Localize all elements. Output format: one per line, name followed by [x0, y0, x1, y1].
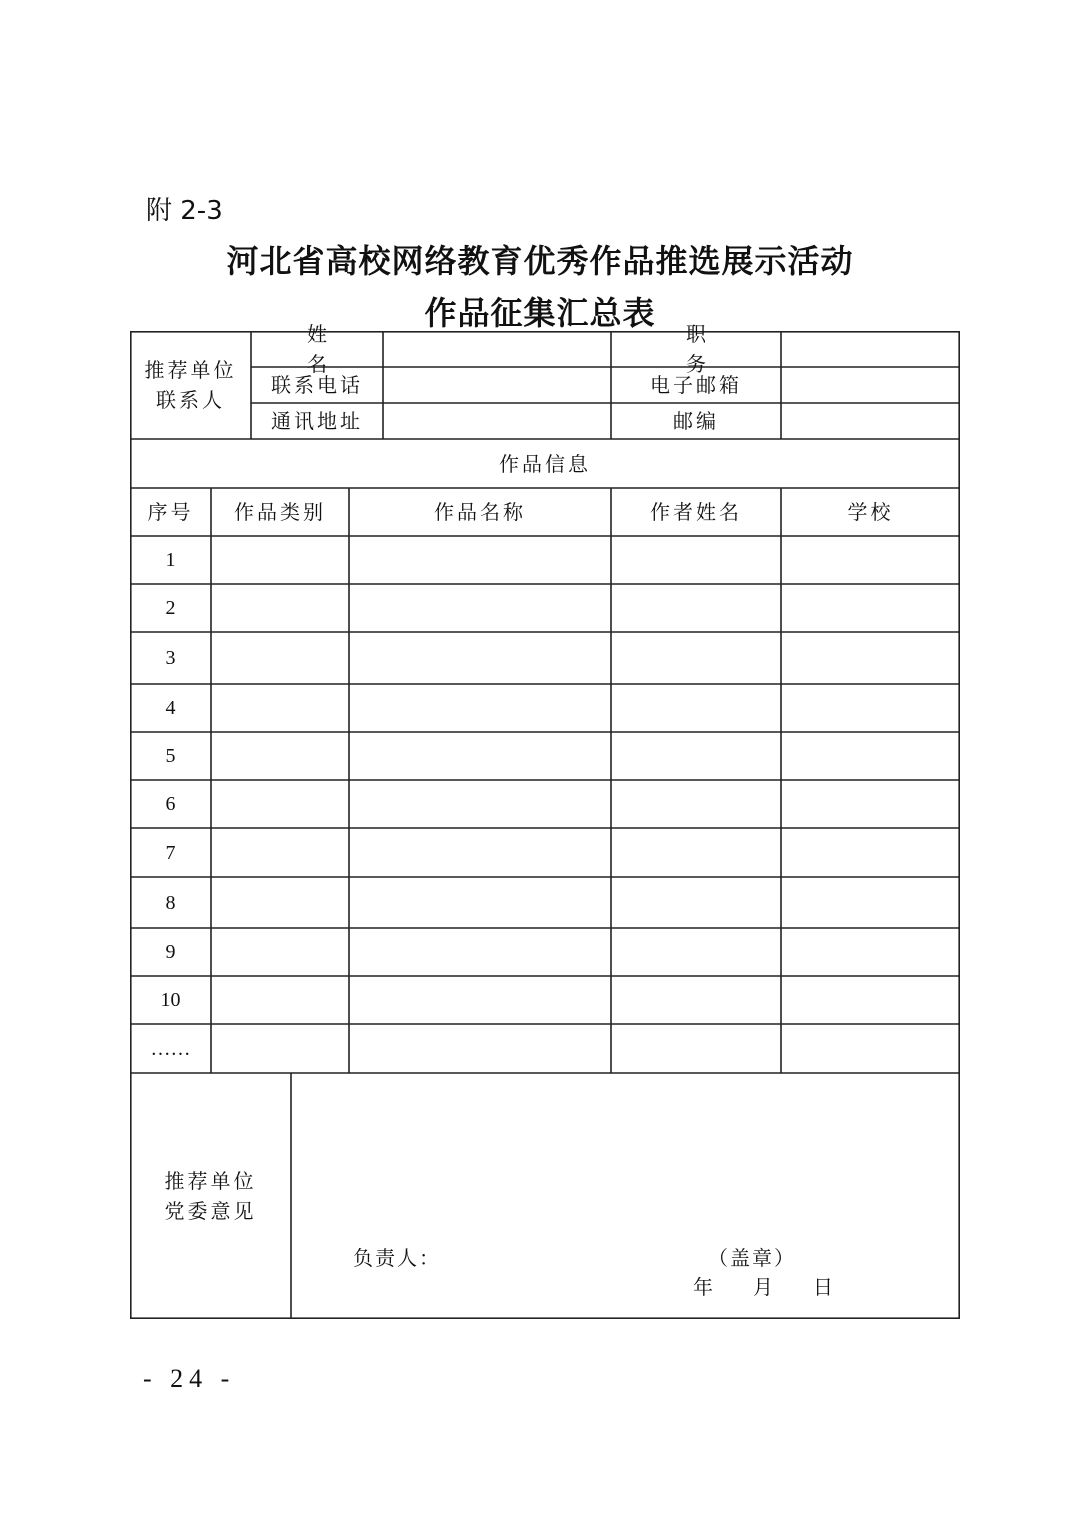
email-field[interactable] — [781, 367, 960, 403]
row-index: 2 — [165, 597, 176, 619]
form-title-line-1: 河北省高校网络教育优秀作品推选展示活动 — [226, 242, 854, 280]
page-number: - 24 - — [143, 1364, 236, 1393]
responsible-person-label: 负责人： — [353, 1246, 441, 1270]
row-index: 9 — [165, 941, 176, 963]
row-index: 1 — [165, 549, 176, 571]
form-title-line-2: 作品征集汇总表 — [424, 294, 656, 332]
position-label: 职 务 — [686, 322, 798, 376]
column-header-author: 作者姓名 — [650, 500, 742, 524]
opinion-field[interactable] — [291, 1073, 960, 1319]
contact-group-label: 推荐单位 联系人 — [144, 358, 237, 412]
postcode-field[interactable] — [781, 403, 960, 439]
column-header-school: 学校 — [847, 500, 894, 524]
row-index: 3 — [165, 647, 176, 669]
row-index: 10 — [160, 989, 181, 1011]
row-index: 6 — [165, 793, 176, 815]
party-committee-opinion-label: 推荐单位 党委意见 — [164, 1169, 257, 1223]
phone-label: 联系电话 — [271, 373, 363, 397]
name-field[interactable] — [383, 331, 611, 367]
row-index: 8 — [165, 891, 176, 914]
row-index: 7 — [165, 841, 176, 864]
works-section-label: 作品信息 — [499, 451, 591, 476]
address-label: 通讯地址 — [271, 409, 363, 433]
email-label: 电子邮箱 — [650, 373, 742, 397]
phone-field[interactable] — [383, 367, 611, 403]
seal-label: （盖章） — [708, 1246, 796, 1270]
position-field[interactable] — [781, 331, 960, 367]
postcode-label: 邮编 — [673, 409, 719, 433]
column-header-index: 序号 — [147, 500, 194, 524]
row-index: 4 — [165, 697, 176, 719]
name-label: 姓 名 — [307, 322, 419, 376]
column-header-work-title: 作品名称 — [434, 500, 526, 524]
column-header-category: 作品类别 — [234, 500, 326, 524]
row-index: …… — [150, 1037, 191, 1060]
appendix-label: 附 2-3 — [146, 196, 223, 226]
summary-form-table — [130, 322, 960, 1319]
date-label: 年 月 日 — [693, 1275, 843, 1299]
row-index: 5 — [165, 745, 176, 767]
address-field[interactable] — [383, 403, 611, 439]
